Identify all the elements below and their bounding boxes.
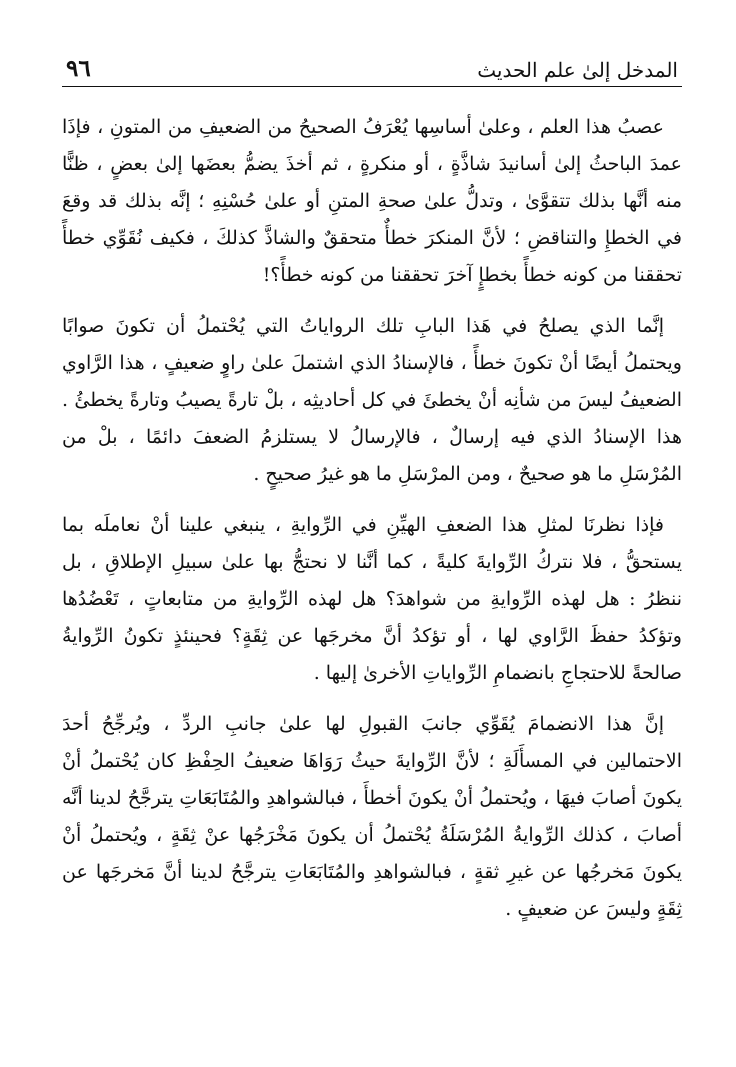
body-text [62, 109, 682, 928]
page-number: ٩٦ [66, 55, 91, 82]
paragraph-4: إنَّ هذا الانضمامَ يُقَوِّي جانبَ القبولِ لها علىٰ جانبِ الردِّ ، ويُرجِّحُ أحدَ الاحتمالين في المسأَلَةِ ؛ لأنَّ الرِّوايةَ حيثُ رَوَاهَا ضعيفُ الحِفْظِ كان يُحْتملُ أنْ يكونَ أصابَ فيهَا ، ويُحتملُ أنْ يكونَ أخطأَ ، فبالشواهدِ والمُتَابَعَاتِ يترجَّحُ لدينا أنَّه أصابَ ، كذلك الرِّوايةُ المُرْسَلَةُ يُحْتملُ أن يكونَ مَخْرَجُها عنْ ثِقَةٍ ، ويُحتملُ أنْ يكونَ مَخرجُها عن غيرِ ثقةٍ ، فبالشواهدِ والمُتَابَعَاتِ يترجَّحُ لدينا أنَّ مَخرجَها عن ثِقَةٍ وليسَ عن ضعيفٍ . [62, 713, 682, 920]
book-title: المدخل إلىٰ علم الحديث [477, 58, 678, 82]
running-header [62, 48, 682, 87]
paragraph-2: إنَّما الذي يصلحُ في هَذا البابِ تلك الرواياتُ التي يُحْتملُ أن تكونَ صوابًا ويحتملُ أيضًا أنْ تكونَ خطأً ، فالإسنادُ الذي اشتملَ علىٰ راوٍ ضعيفٍ ، هذا الرَّاوي الضعيفُ ليسَ من شأنِه أنْ يخطئَ في كل أحاديثِه ، بلْ تارةً يصيبُ وتارةً يخطئُ . هذا الإسنادُ الذي فيه إرسالٌ ، فالإرسالُ لا يستلزمُ الضعفَ دائمًا ، بلْ من المُرْسَلِ ما هو صحيحٌ ، ومن المرْسَلِ ما هو غيرُ صحيحٍ . [62, 315, 682, 485]
paragraph-1: عصبُ هذا العلم ، وعلىٰ أساسِها يُعْرَفُ الصحيحُ من الضعيفِ من المتونِ ، فإذَا عمدَ الباحثُ إلىٰ أسانيدَ شاذَّةٍ ، أو منكرةٍ ، ثم أخذَ يضمُّ بعضَها إلىٰ بعضٍ ، ظنًّا منه أنَّها بذلك تتقوَّىٰ ، وتدلُّ علىٰ صحةِ المتنِ أو علىٰ حُسْنِهِ ؛ إنَّه بذلك قد وقعَ في الخطإِ والتناقضِ ؛ لأنَّ المنكرَ خطأٌ متحققٌ والشاذَّ كذلكَ ، فكيف نُقَوِّي خطأً تحققنا من كونه خطأً بخطإٍ آخرَ تحققنا من كونه خطأً؟! [62, 116, 682, 286]
paragraph-3: فإذا نظرنَا لمثلِ هذا الضعفِ الهيِّنِ في الرِّوايةِ ، ينبغي علينا أنْ نعاملَه بما يستحقُّ ، فلا نتركُ الرِّوايةَ كليةً ، كما أنَّنا لا نحتجُّ بها علىٰ سبيلِ الإطلاقِ ، بل ننظرُ : هل لهذه الرِّوايةِ من شواهدَ؟ هل لهذه الرِّوايةِ من متابعاتٍ ، تَعْضُدُها وتؤكدُ حفظَ الرَّاوي لها ، أو تؤكدُ أنَّ مخرجَها عن ثِقَةٍ؟ فحينئذٍ تكونُ الرِّوايةُ صالحةً للاحتجاجِ بانضمامِ الرِّواياتِ الأخرىٰ إليها . [62, 514, 682, 684]
book-page [62, 48, 682, 942]
